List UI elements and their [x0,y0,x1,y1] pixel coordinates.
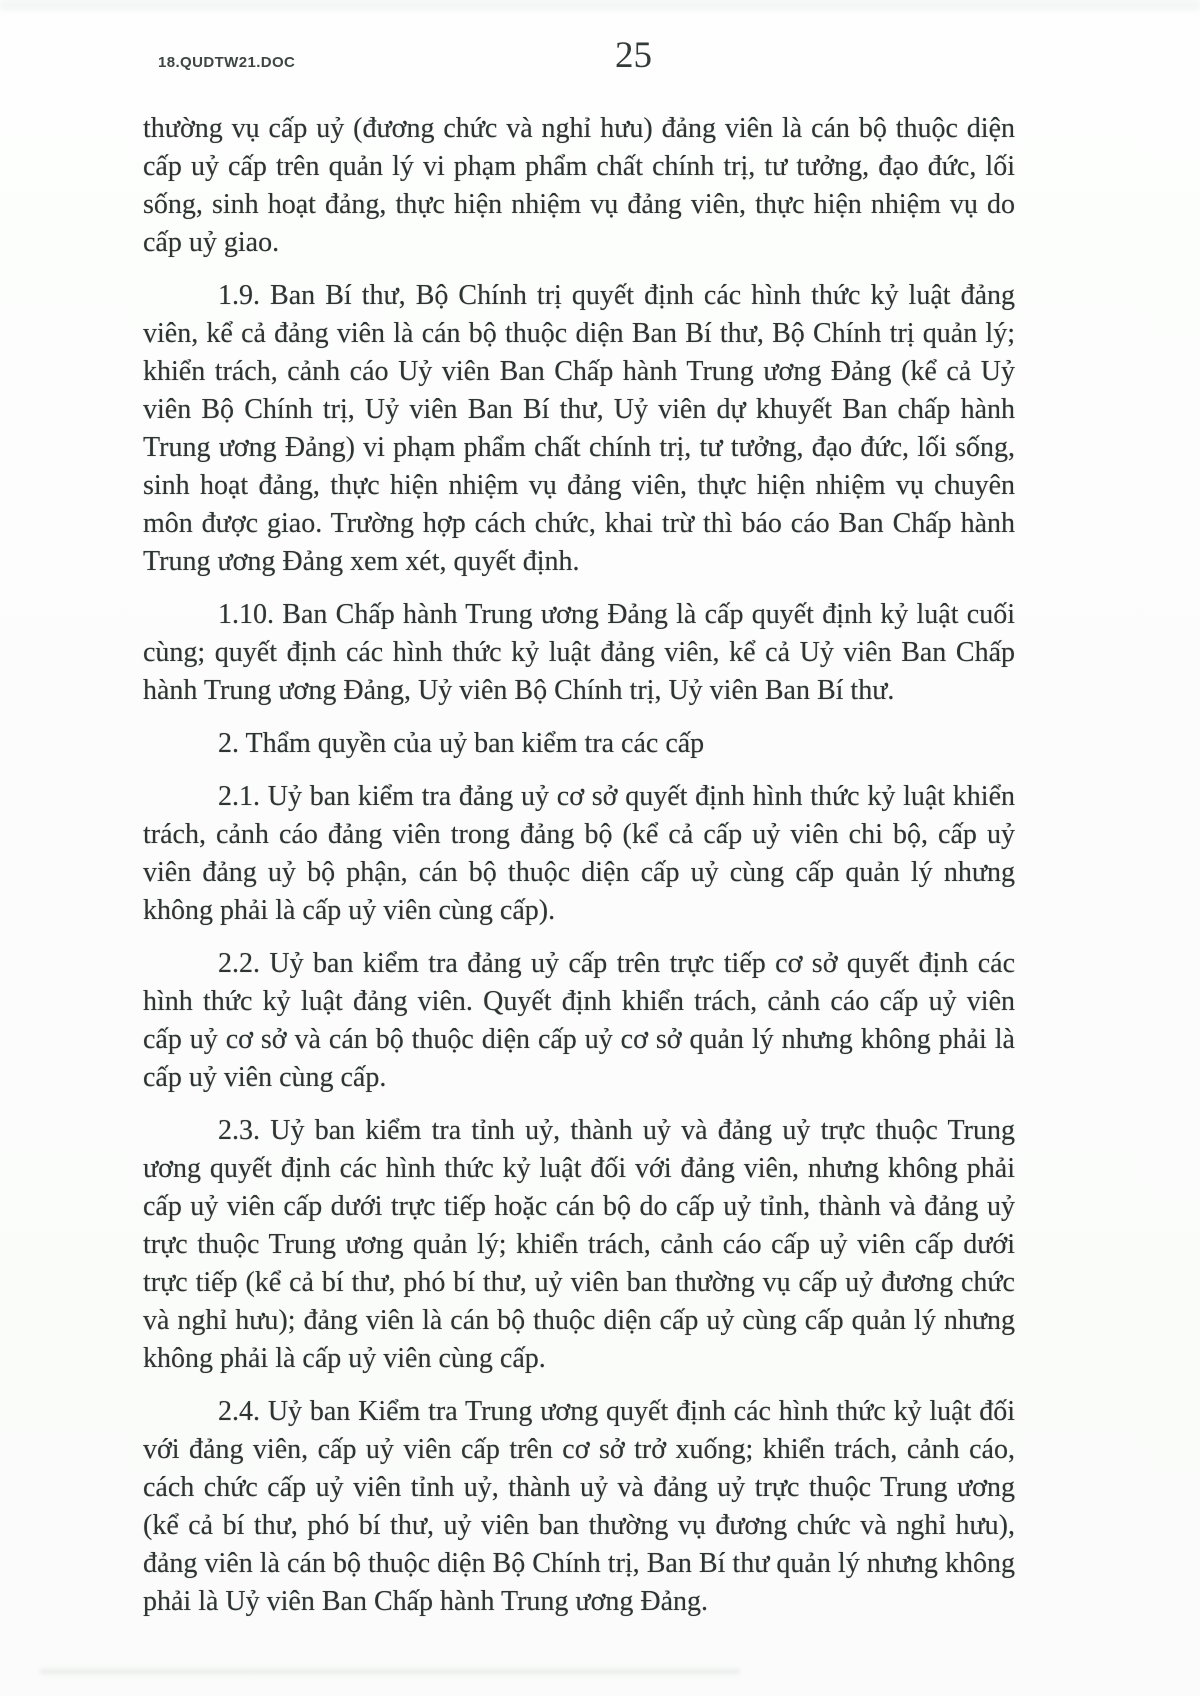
paragraph-2-1: 2.1. Uỷ ban kiểm tra đảng uỷ cơ sở quyết định hình thức kỷ luật khiển trách, cảnh cáo đảng viên trong đảng bộ (kể cả cấp uỷ viên chi bộ, cấp uỷ viên đảng uỷ bộ phận, cán bộ thuộc diện cấp uỷ cùng cấp quản lý nhưng không phải là cấp uỷ viên cùng cấp). [143,781,1015,926]
section-heading-2: 2. Thẩm quyền của uỷ ban kiểm tra các cấp [218,728,705,759]
paragraph-1-10: 1.10. Ban Chấp hành Trung ương Đảng là cấp quyết định kỷ luật cuối cùng; quyết định các hình thức kỷ luật đảng viên, kể cả Uỷ viên Ban Chấp hành Trung ương Đảng, Uỷ viên Bộ Chính trị, Uỷ viên Ban Bí thư. [143,599,1015,706]
paragraph-continuation: thường vụ cấp uỷ (đương chức và nghỉ hưu) đảng viên là cán bộ thuộc diện cấp uỷ cấp trên quản lý vi phạm phẩm chất chính trị, tư tưởng, đạo đức, lối sống, sinh hoạt đảng, thực hiện nhiệm vụ đảng viên, thực hiện nhiệm vụ do cấp uỷ giao. [143,113,1015,258]
paragraph-2-2: 2.2. Uỷ ban kiểm tra đảng uỷ cấp trên trực tiếp cơ sở quyết định các hình thức kỷ luật đảng viên. Quyết định khiển trách, cảnh cáo cấp uỷ viên cấp uỷ cơ sở và cán bộ thuộc diện cấp uỷ cơ sở quản lý nhưng không phải là cấp uỷ viên cùng cấp. [143,948,1015,1093]
document-filename: 18.QUDTW21.DOC [158,54,296,71]
paragraph-1-9: 1.9. Ban Bí thư, Bộ Chính trị quyết định các hình thức kỷ luật đảng viên, kể cả đảng viên là cán bộ thuộc diện Ban Bí thư, Bộ Chính trị quản lý; khiển trách, cảnh cáo Uỷ viên Ban Chấp hành Trung ương Đảng (kể cả Uỷ viên Bộ Chính trị, Uỷ viên Ban Bí thư, Uỷ viên dự khuyết Ban chấp hành Trung ương Đảng) vi phạm phẩm chất chính trị, tư tưởng, đạo đức, lối sống, sinh hoạt đảng, thực hiện nhiệm vụ đảng viên, thực hiện nhiệm vụ chuyên môn được giao. Trường hợp cách chức, khai trừ thì báo cáo Ban Chấp hành Trung ương Đảng xem xét, quyết định. [143,280,1015,577]
document-body [143,110,1015,1621]
scan-artifact-top [0,0,1200,10]
page-number: 25 [615,35,652,76]
scan-artifact-bottom [40,1669,740,1674]
paragraph-2-3: 2.3. Uỷ ban kiểm tra tỉnh uỷ, thành uỷ và đảng uỷ trực thuộc Trung ương quyết định các hình thức kỷ luật đối với đảng viên, nhưng không phải cấp uỷ viên cấp dưới trực tiếp hoặc cán bộ do cấp uỷ tỉnh, thành và đảng uỷ trực thuộc Trung ương quản lý; khiển trách, cảnh cáo cấp uỷ viên cấp dưới trực tiếp (kể cả bí thư, phó bí thư, uỷ viên ban thường vụ cấp uỷ đương chức và nghỉ hưu); đảng viên là cán bộ thuộc diện cấp uỷ cùng cấp quản lý nhưng không phải là cấp uỷ viên cùng cấp. [143,1115,1015,1374]
paragraph-2-4: 2.4. Uỷ ban Kiểm tra Trung ương quyết định các hình thức kỷ luật đối với đảng viên, cấp uỷ viên cấp trên cơ sở trở xuống; khiển trách, cảnh cáo, cách chức cấp uỷ viên tỉnh uỷ, thành uỷ và đảng uỷ trực thuộc Trung ương (kể cả bí thư, phó bí thư, uỷ viên ban thường vụ đương chức và nghỉ hưu), đảng viên là cán bộ thuộc diện Bộ Chính trị, Ban Bí thư quản lý nhưng không phải là Uỷ viên Ban Chấp hành Trung ương Đảng. [143,1396,1015,1617]
